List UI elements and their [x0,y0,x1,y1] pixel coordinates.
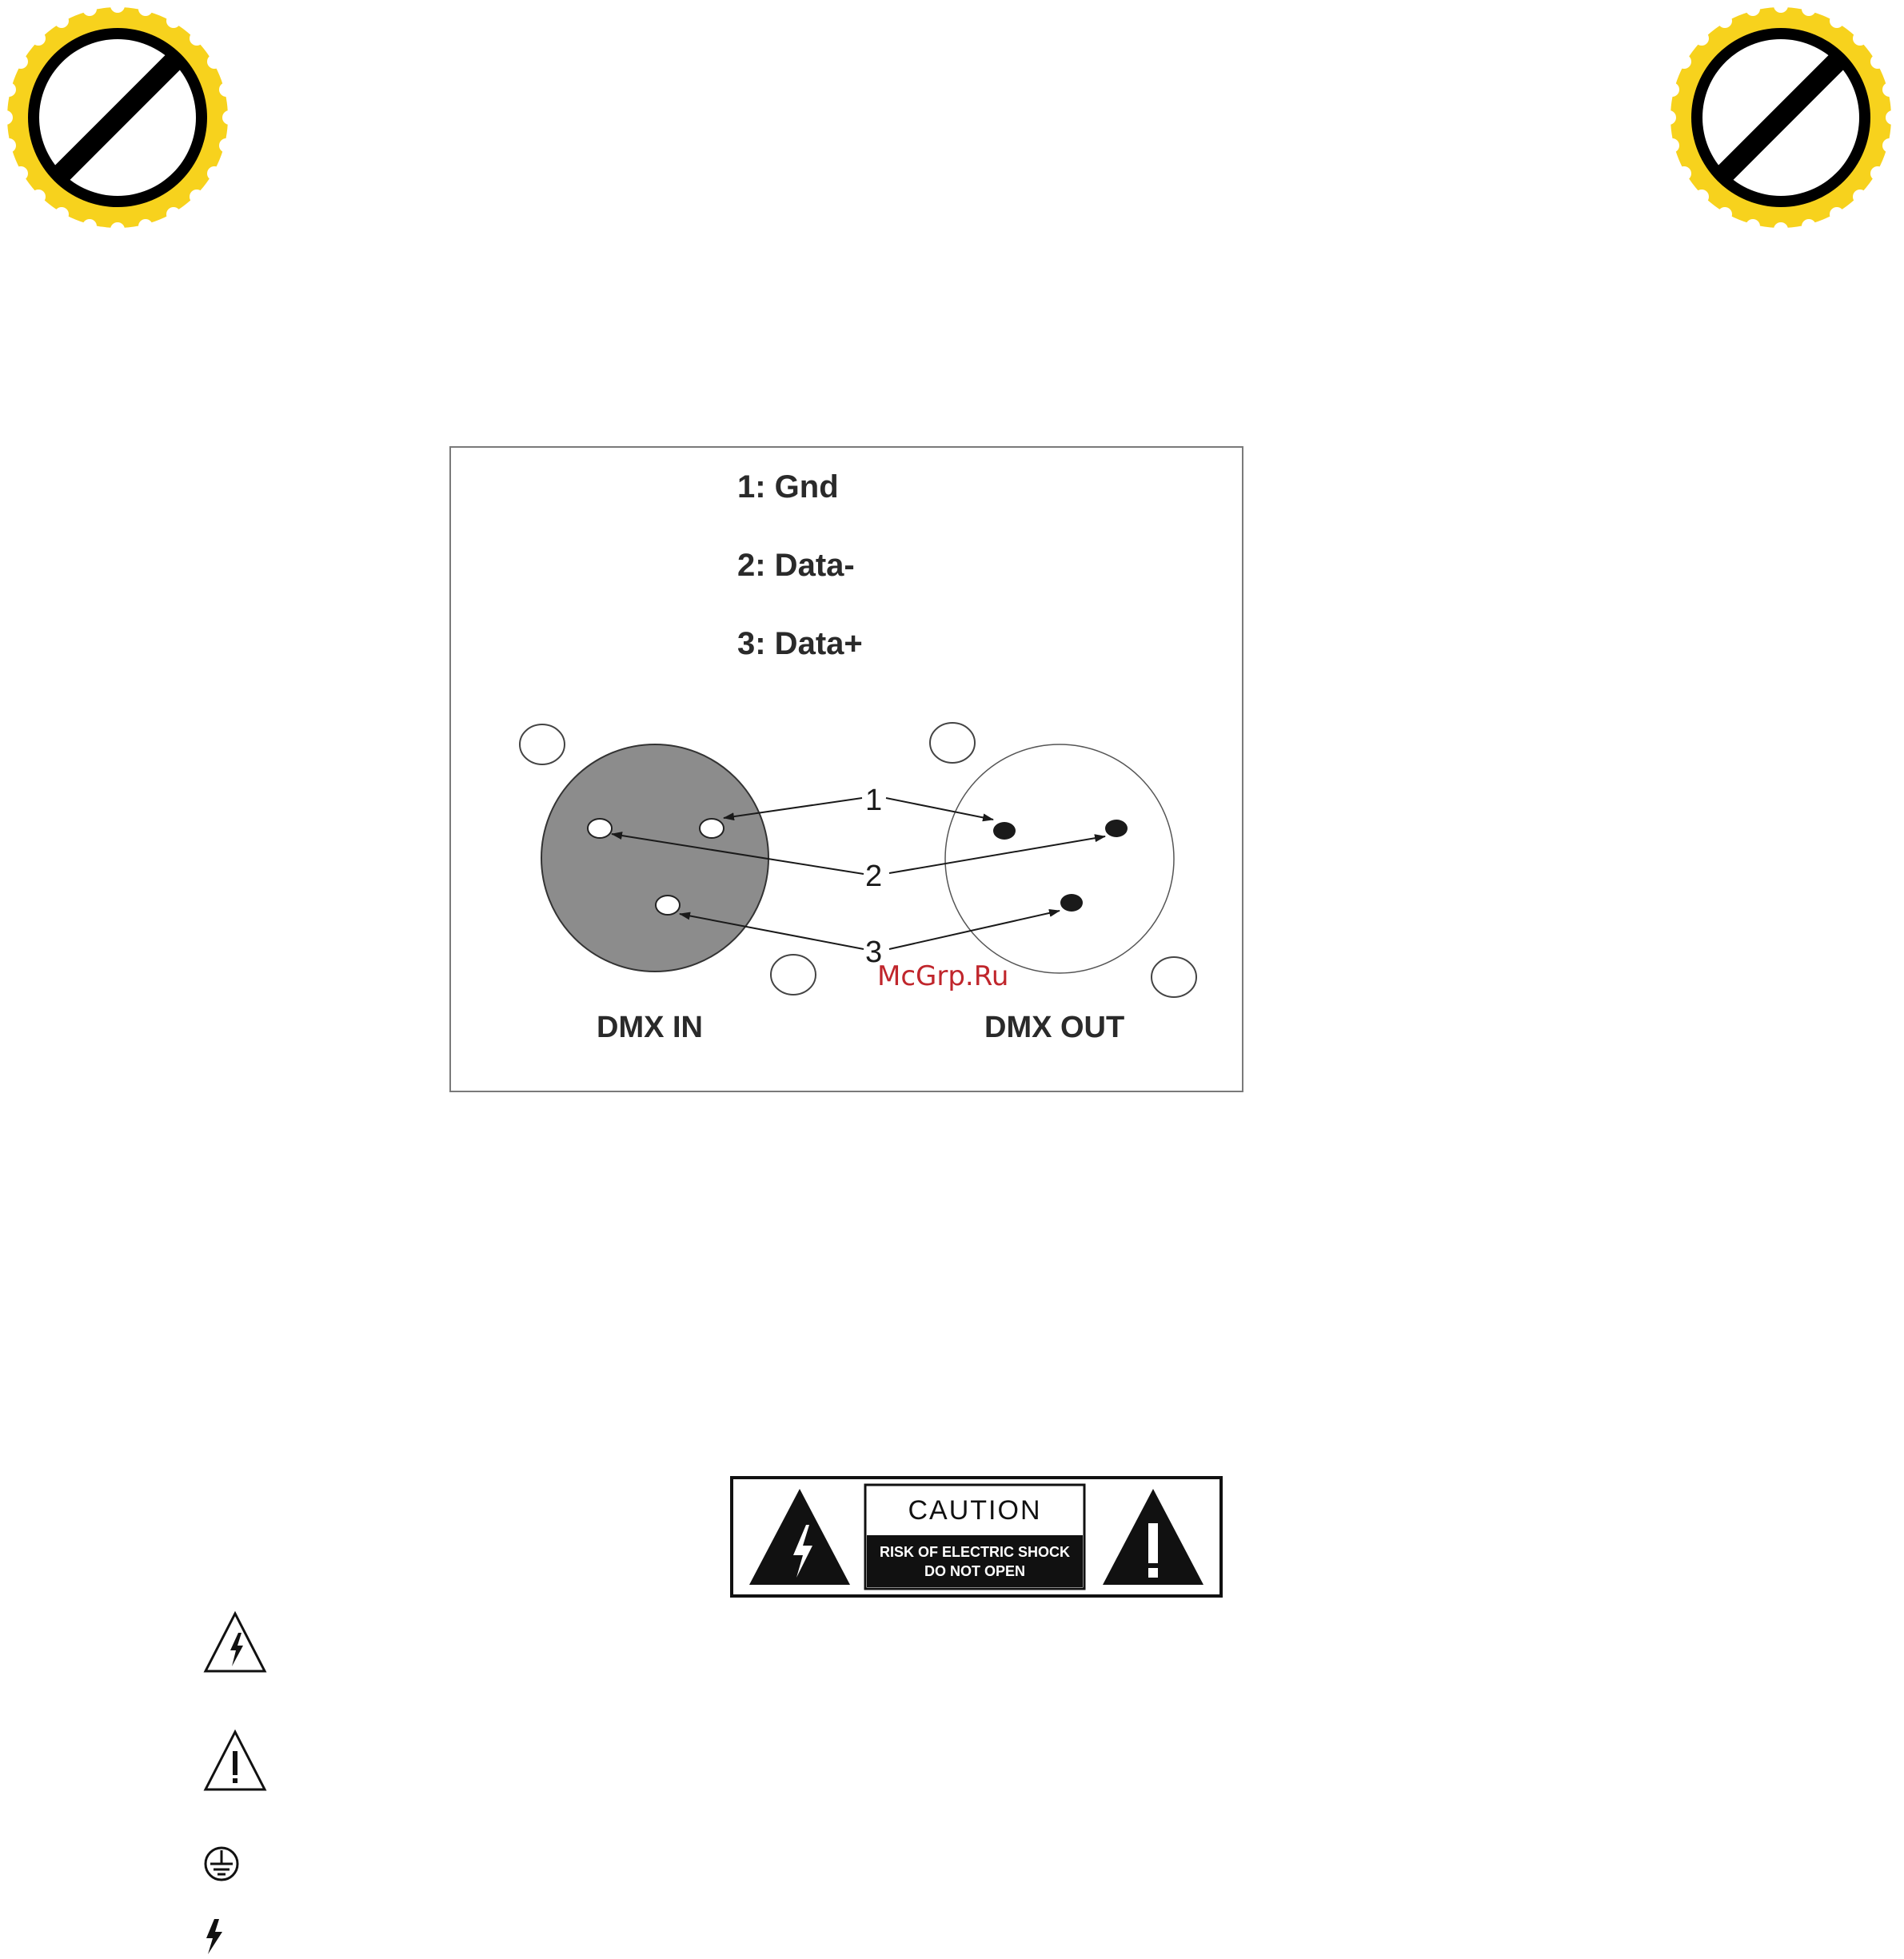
dmx-in-connector [541,744,768,972]
caution-line2: DO NOT OPEN [924,1563,1026,1579]
wire-number-1: 1 [865,784,883,817]
pin-legend-data-minus: 2: Data- [737,548,855,583]
dmx-out-pin [1105,820,1128,837]
right-badge [1663,0,1898,235]
symbol-protective-earth [202,1844,241,1884]
symbol-lightning-bolt [203,1917,227,1956]
protective-earth-icon [202,1844,241,1884]
dmx-out-pin [993,822,1016,840]
dmx-out-label: DMX OUT [984,1011,1125,1044]
symbol-exclamation-triangle [202,1727,269,1793]
caution-line1: RISK OF ELECTRIC SHOCK [879,1544,1071,1560]
dmx-in-pin [656,896,680,915]
dmx-in-label: DMX IN [597,1011,703,1044]
exclamation-triangle-icon [202,1727,269,1793]
no-entry-badge-icon [0,0,235,235]
dmx-out-pin [1060,894,1083,912]
caution-title: CAUTION [908,1495,1042,1526]
dmx-in-pin [700,819,724,838]
pin-legend-gnd: 1: Gnd [737,469,839,505]
lightning-bolt-icon [203,1917,227,1956]
caution-label [729,1475,1225,1599]
pin-legend-data-plus: 3: Data+ [737,626,863,661]
wire-number-3: 3 [865,936,883,969]
dmx-in-pin [588,819,612,838]
watermark: McGrp.Ru [877,960,1009,992]
symbol-lightning-triangle [202,1609,269,1674]
dmx-wiring-diagram [448,444,1247,1099]
left-badge [0,0,235,235]
lightning-triangle-icon [202,1609,269,1674]
dmx-out-connector [945,744,1174,973]
no-entry-badge-icon [1663,0,1898,235]
wire-number-2: 2 [865,860,883,893]
